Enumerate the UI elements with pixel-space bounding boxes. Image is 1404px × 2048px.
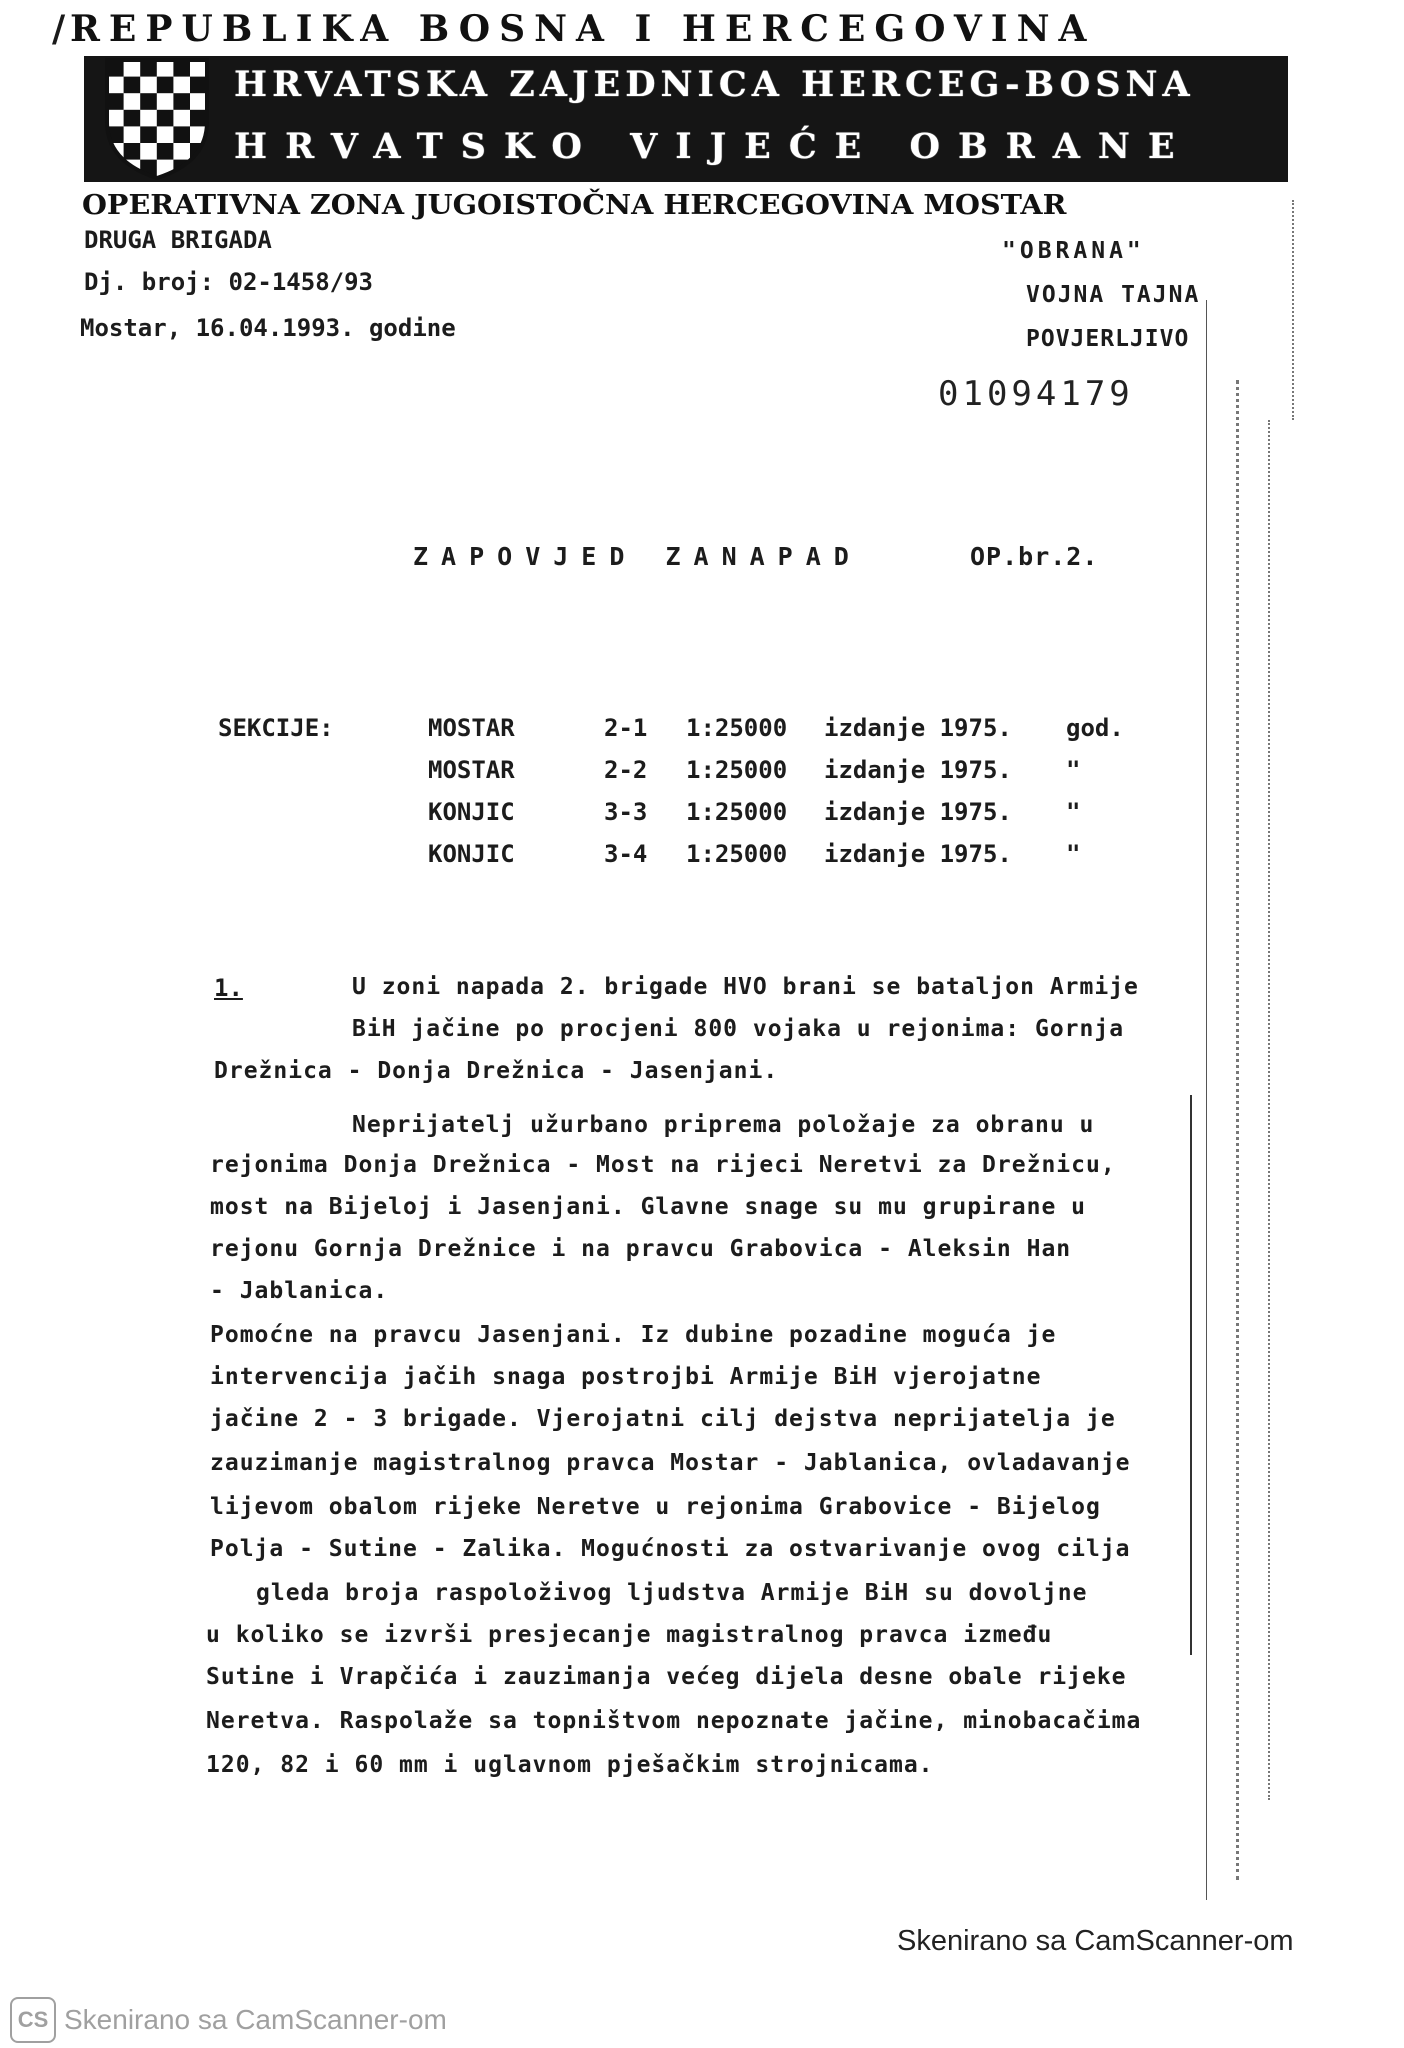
scan-artifact-dots <box>1292 200 1294 420</box>
letterhead-band <box>84 56 1288 182</box>
body-line: Neretva. Raspolaže sa topništvom nepoznate jačine, minobacačima <box>206 1708 1142 1734</box>
scan-artifact-line <box>1206 300 1207 1900</box>
body-line: Drežnica - Donja Drežnica - Jasenjani. <box>214 1058 779 1084</box>
classification-secret: VOJNA TAJNA <box>1026 282 1201 308</box>
body-line: intervencija jačih snaga postrojbi Armije BiH vjerojatne <box>210 1364 1042 1390</box>
section-place: KONJIC <box>428 798 515 826</box>
letterhead-council: HRVATSKO VIJEĆE OBRANE <box>234 126 1193 167</box>
body-line: 120, 82 i 60 mm i uglavnom pješačkim strojnicama. <box>206 1752 934 1778</box>
classification-obrana: "OBRANA" <box>1002 238 1145 264</box>
body-line: BiH jačine po procjeni 800 vojaka u rejonima: Gornja <box>352 1016 1125 1042</box>
letterhead-republic: REPUBLIKA BOSNA I HERCEGOVINA <box>70 8 1096 50</box>
letterhead-zone: OPERATIVNA ZONA JUGOISTOČNA HERCEGOVINA MOSTAR <box>82 190 1067 221</box>
unit-name: DRUGA BRIGADA <box>84 226 272 254</box>
section-scale: 1:25000 <box>686 798 788 826</box>
body-line: u koliko se izvrši presjecanje magistralnog pravca između <box>206 1622 1053 1648</box>
letterhead-community: HRVATSKA ZAJEDNICA HERCEG-BOSNA <box>234 64 1195 105</box>
document-title: ZAPOVJED ZANAPAD <box>413 542 862 571</box>
body-line: Neprijatelj užurbano priprema položaje za obranu u <box>352 1112 1095 1138</box>
order-reference: OP.br.2. <box>970 542 1099 571</box>
body-line: zauzimanje magistralnog pravca Mostar - Jablanica, ovladavanje <box>210 1450 1131 1476</box>
document-number: Dj. broj: 02-1458/93 <box>84 268 373 296</box>
scanner-watermark <box>10 1997 447 2043</box>
watermark-text: Skenirano sa CamScanner-om <box>64 2004 447 2035</box>
body-line: Sutine i Vrapčića i zauzimanja većeg dijela desne obale rijeke <box>206 1664 1127 1690</box>
section-place: MOSTAR <box>428 714 515 742</box>
place-date: Mostar, 16.04.1993. godine <box>80 314 456 342</box>
scan-artifact-line <box>1190 1095 1192 1655</box>
section-sheet: 2-2 <box>604 756 648 784</box>
section-edition: izdanje 1975. <box>824 840 1012 868</box>
section-edition: izdanje 1975. <box>824 756 1012 784</box>
body-line: rejonima Donja Drežnica - Most na rijeci Neretvi za Drežnicu, <box>210 1152 1116 1178</box>
body-line: Polja - Sutine - Zalika. Mogućnosti za ostvarivanje ovog cilja <box>210 1536 1131 1562</box>
body-line: U zoni napada 2. brigade HVO brani se bataljon Armije <box>352 974 1139 1000</box>
section-sheet: 3-3 <box>604 798 648 826</box>
serial-number: 01094179 <box>938 374 1134 414</box>
classification-confidential: POVJERLJIVO <box>1026 326 1190 352</box>
body-line: jačine 2 - 3 brigade. Vjerojatni cilj dejstva neprijatelja je <box>210 1406 1116 1432</box>
body-line: most na Bijeloj i Jasenjani. Glavne snage su mu grupirane u <box>210 1194 1086 1220</box>
section-sheet: 3-4 <box>604 840 648 868</box>
sections-label: SEKCIJE: <box>218 714 334 742</box>
section-suffix: god. <box>1066 714 1124 742</box>
section-place: MOSTAR <box>428 756 515 784</box>
section-edition: izdanje 1975. <box>824 798 1012 826</box>
checkerboard-crest-icon <box>102 52 212 182</box>
scanner-caption: Skenirano sa CamScanner-om <box>897 1925 1294 1957</box>
section-edition: izdanje 1975. <box>824 714 1012 742</box>
body-line: Pomoćne na pravcu Jasenjani. Iz dubine pozadine moguća je <box>210 1322 1057 1348</box>
scan-artifact-dots <box>1268 420 1270 1800</box>
section-scale: 1:25000 <box>686 756 788 784</box>
section-suffix: " <box>1066 798 1081 826</box>
section-place: KONJIC <box>428 840 515 868</box>
section-suffix: " <box>1066 840 1081 868</box>
scan-mark: / <box>52 8 66 50</box>
section-suffix: " <box>1066 756 1081 784</box>
paragraph-number: 1. <box>214 974 243 1002</box>
body-line: rejonu Gornja Drežnice i na pravcu Grabovica - Aleksin Han <box>210 1236 1072 1262</box>
section-scale: 1:25000 <box>686 840 788 868</box>
section-sheet: 2-1 <box>604 714 648 742</box>
body-line: lijevom obalom rijeke Neretve u rejonima Grabovice - Bijelog <box>210 1494 1101 1520</box>
scan-artifact-dots <box>1236 380 1239 1880</box>
camscanner-logo-icon: CS <box>10 1997 56 2043</box>
body-line: gleda broja raspoloživog ljudstva Armije BiH su dovoljne <box>256 1580 1088 1606</box>
section-scale: 1:25000 <box>686 714 788 742</box>
body-line: - Jablanica. <box>210 1278 389 1304</box>
